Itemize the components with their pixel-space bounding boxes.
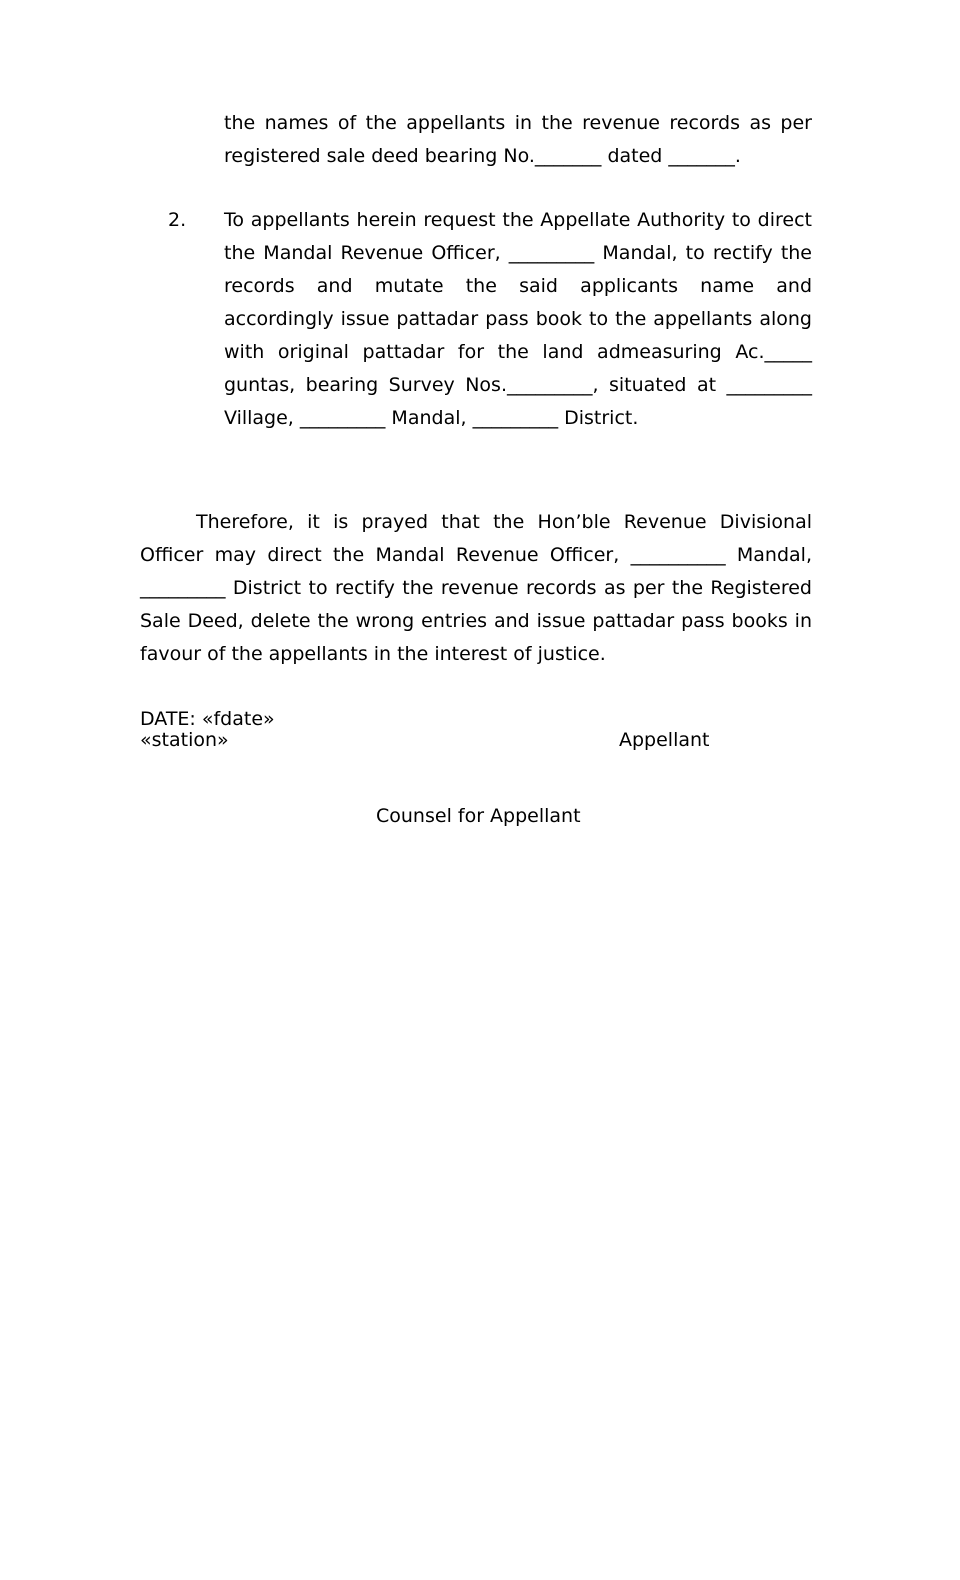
- item-number: 2.: [168, 209, 187, 231]
- prayer-paragraph: Therefore, it is prayed that the Hon’ble Revenue Divisional Officer may direct the Mandal Revenue Officer, __________ Mandal, _________ District to rectify the revenue records as per the Registered Sale Deed, delete the wrong entries and issue pattadar pass books in favour of the appellants in the interest of justice.: [140, 511, 812, 665]
- appellant-signature-label: Appellant: [619, 729, 710, 751]
- date-line: DATE: «fdate»: [140, 708, 275, 730]
- station-line: «station»: [140, 729, 229, 751]
- counsel-signature-label: Counsel for Appellant: [376, 805, 581, 827]
- item-text: To appellants herein request the Appellate Authority to direct the Mandal Revenue Officer, _________ Mandal, to rectify the records and mutate the said applicants name and accordingly issue pattadar pass book to the appellants along with original pattadar for the land admeasuring Ac._____ guntas, bearing Survey Nos._________, situated at _________ Village, _________ Mandal, _________ District.: [224, 209, 812, 429]
- continuation-paragraph: the names of the appellants in the revenue records as per registered sale deed bearing No._______ dated _______.: [224, 112, 812, 167]
